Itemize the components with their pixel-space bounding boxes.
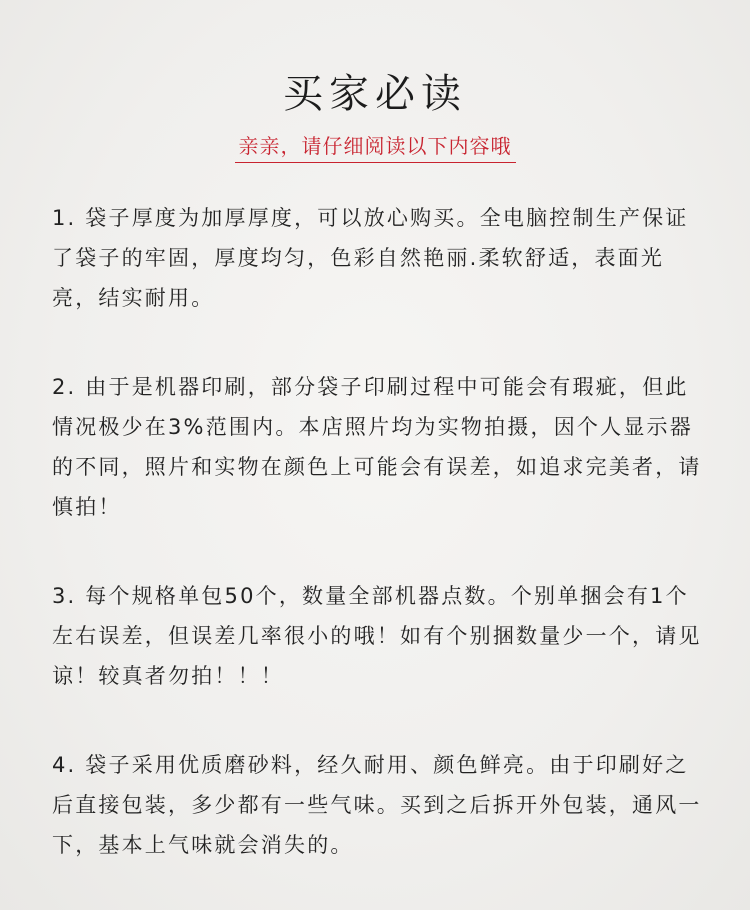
subtitle-container	[0, 130, 750, 163]
notice-item-1: 1. 袋子厚度为加厚厚度，可以放心购买。全电脑控制生产保证了袋子的牢固，厚度均匀，色彩自然艳丽.柔软舒适，表面光亮，结实耐用。	[52, 206, 689, 310]
page-title: 买家必读	[283, 71, 467, 117]
notice-item-2: 2. 由于是机器印刷，部分袋子印刷过程中可能会有瑕疵，但此情况极少在3%范围内。本店照片均为实物拍摄，因个人显示器的不同，照片和实物在颜色上可能会有误差，如追求完美者，请慎拍！	[52, 375, 702, 519]
subtitle: 亲亲，请仔细阅读以下内容哦	[235, 130, 516, 163]
notice-item-4: 4. 袋子采用优质磨砂料，经久耐用、颜色鲜亮。由于印刷好之后直接包装，多少都有一些气味。买到之后拆开外包装，通风一下，基本上气味就会消失的。	[52, 753, 702, 857]
notice-item-3: 3. 每个规格单包50个，数量全部机器点数。个别单捆会有1个左右误差，但误差几率很小的哦！如有个别捆数量少一个，请见谅！较真者勿拍！！！	[52, 584, 702, 688]
